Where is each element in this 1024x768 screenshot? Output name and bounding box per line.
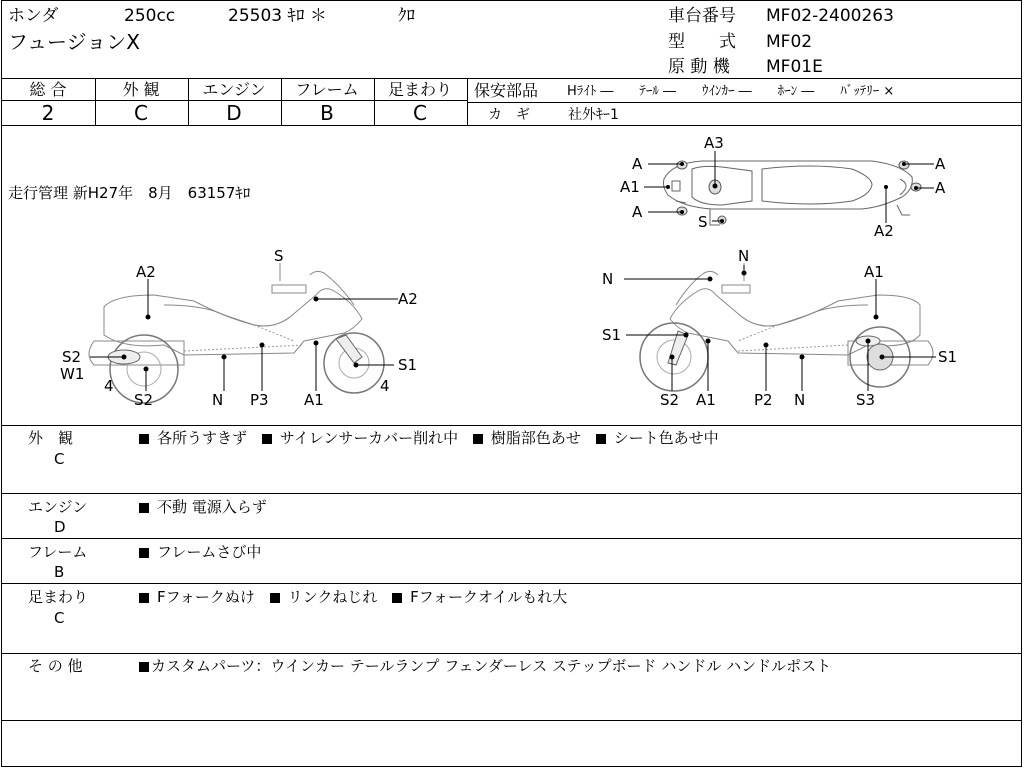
bullet-square-icon — [139, 662, 149, 672]
key-value: 社外ｷｰ1 — [568, 107, 619, 123]
label-S1: S1 — [602, 326, 622, 344]
note-items-frame: フレームさび中 — [139, 543, 261, 561]
label-A2: A2 — [136, 263, 156, 281]
label-A2: A2 — [398, 290, 418, 308]
label-4: 4 — [104, 377, 114, 395]
grade-value-engine: D — [226, 101, 242, 125]
label-S2: S2 — [660, 391, 680, 409]
note-category-exterior: 外 観 — [28, 429, 74, 447]
label-N: N — [738, 247, 750, 265]
label-P2: P2 — [754, 391, 773, 409]
note-grade-engine: D — [54, 518, 66, 536]
model-name: フュージョンX — [8, 30, 140, 54]
label-S1: S1 — [938, 348, 958, 366]
mileage-history: 走行管理 新H27年 8月 63157ｷﾛ — [8, 184, 251, 202]
grade-label-total: 総 合 — [29, 80, 67, 99]
grade-label-exterior: 外 観 — [122, 80, 160, 99]
bullet-square-icon — [139, 593, 149, 603]
bullet-square-icon — [139, 548, 149, 558]
type-value: MF02 — [766, 32, 813, 52]
label-N: N — [602, 270, 614, 288]
displacement: 250cc — [124, 6, 176, 26]
grade-label-suspension: 足まわり — [387, 80, 452, 99]
frame-no: MF02-2400263 — [766, 6, 894, 26]
grade-value-frame: B — [320, 101, 334, 125]
frame-no-label: 車台番号 — [668, 6, 736, 26]
maker-name: ホンダ — [8, 6, 59, 26]
note-grade-frame: B — [54, 563, 65, 581]
engine-value: MF01E — [766, 57, 823, 77]
bullet-square-icon — [596, 434, 606, 444]
note-items-suspension: Fフォークぬけ リンクねじれ Fフォークオイルもれ大 — [139, 588, 567, 606]
divider — [2, 425, 1021, 426]
engine-label: 原 動 機 — [668, 57, 730, 77]
divider — [2, 493, 1021, 494]
label-P3: P3 — [250, 391, 269, 409]
note-items-exterior: 各所うすきず サイレンサーカバー削れ中 樹脂部色あせ シート色あせ中 — [139, 429, 719, 447]
grade-label-frame: フレーム — [295, 80, 359, 99]
note-category-other: そ の 他 — [28, 657, 83, 675]
label-S: S — [698, 213, 708, 231]
note-category-frame: フレーム — [28, 543, 88, 561]
bullet-square-icon — [473, 434, 483, 444]
right-side-diagram — [598, 245, 974, 413]
label-W1: W1 — [60, 365, 85, 383]
label-A1: A1 — [304, 391, 324, 409]
bullet-square-icon — [270, 593, 280, 603]
label-A: A — [935, 179, 946, 197]
label-S3: S3 — [856, 391, 876, 409]
type-label: 型 式 — [668, 32, 736, 52]
grade-value-suspension: C — [413, 101, 427, 125]
safety-parts-label: 保安部品 — [474, 81, 539, 100]
divider — [2, 538, 1021, 539]
label-A1: A1 — [864, 263, 884, 281]
note-items-other: カスタムパーツ：ウインカー テールランプ フェンダーレス ステップボード ハンドル ハンドルポスト — [139, 657, 831, 675]
divider — [2, 653, 1021, 654]
grade-label-engine: エンジン — [202, 80, 266, 99]
note-category-engine: エンジン — [28, 498, 88, 516]
safety-parts-items: Hﾗｲﾄ ― ﾃｰﾙ ― ｳｲﾝｶｰ ― ﾎｰﾝ ― ﾊﾞｯﾃﾘｰ × — [567, 84, 895, 99]
note-grade-exterior: C — [54, 450, 65, 468]
bullet-square-icon — [392, 593, 402, 603]
left-side-diagram — [54, 245, 434, 413]
divider — [2, 720, 1021, 721]
note-items-engine: 不動 電源入らず — [139, 498, 267, 516]
inspection-sheet — [1, 0, 1022, 767]
label-A1: A1 — [620, 178, 640, 196]
label-A3: A3 — [704, 134, 724, 152]
label-N: N — [794, 391, 806, 409]
divider — [2, 78, 1021, 79]
label-N: N — [212, 391, 224, 409]
divider — [2, 125, 1021, 126]
divider — [467, 102, 1021, 103]
label-A2: A2 — [874, 222, 894, 240]
body-color: ｸﾛ — [398, 6, 415, 26]
label-4: 4 — [380, 377, 390, 395]
divider — [467, 78, 468, 125]
bullet-square-icon — [262, 434, 272, 444]
top-view-diagram — [602, 129, 982, 244]
label-S2: S2 — [134, 391, 154, 409]
grade-value-total: 2 — [41, 101, 55, 125]
note-category-suspension: 足まわり — [28, 588, 89, 606]
bullet-square-icon — [139, 434, 149, 444]
divider — [2, 583, 1021, 584]
note-grade-suspension: C — [54, 609, 65, 627]
grade-value-exterior: C — [134, 101, 148, 125]
key-label: カ ギ — [488, 107, 530, 123]
label-A1: A1 — [696, 391, 716, 409]
odometer: 25503 ｷﾛ ＊ — [228, 6, 327, 26]
label-A: A — [935, 155, 946, 173]
bullet-square-icon — [139, 503, 149, 513]
label-S1: S1 — [398, 356, 418, 374]
label-A: A — [632, 155, 643, 173]
label-S: S — [274, 247, 284, 265]
label-A: A — [632, 203, 643, 221]
label-S2: S2 — [62, 348, 82, 366]
